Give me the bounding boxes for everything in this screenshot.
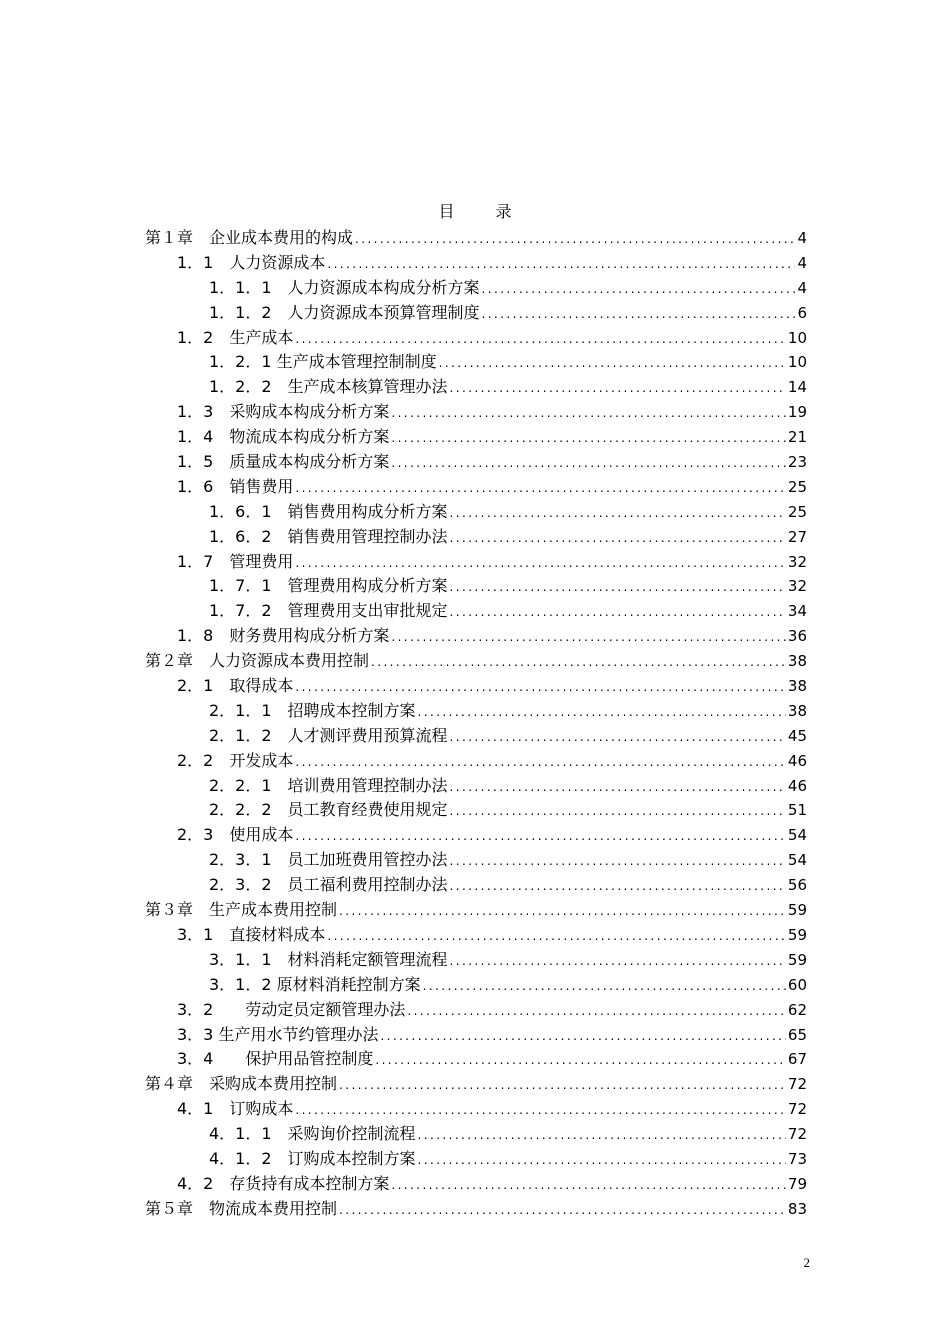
toc-entry[interactable]	[145, 574, 807, 599]
toc-leader-dots	[407, 999, 786, 1024]
toc-leader-dots	[391, 625, 786, 650]
toc-leader-dots	[295, 675, 786, 700]
toc-entry-title: 1．1．1 人力资源成本构成分析方案	[209, 277, 480, 297]
toc-entry-page: 54	[787, 826, 807, 845]
toc-leader-dots	[450, 775, 786, 800]
toc-entry-page: 59	[787, 950, 807, 969]
toc-entry-page: 10	[787, 353, 807, 372]
toc-entry[interactable]	[145, 1047, 807, 1072]
toc-entry[interactable]	[145, 525, 807, 550]
toc-entry-page: 38	[787, 677, 807, 696]
toc-entry[interactable]	[145, 674, 807, 699]
toc-entry-title: 2．2．2 员工教育经费使用规定	[209, 800, 448, 820]
toc-entry-title: 2．3 使用成本	[177, 825, 294, 845]
toc-entry[interactable]	[145, 699, 807, 724]
toc-entry-page: 67	[787, 1050, 807, 1069]
toc-entry[interactable]	[145, 1072, 807, 1097]
toc-entry-page: 72	[787, 1075, 807, 1094]
toc-entry-page: 25	[787, 502, 807, 521]
toc-entry[interactable]	[145, 301, 807, 326]
toc-leader-dots	[295, 551, 786, 576]
toc-entry[interactable]	[145, 276, 807, 301]
toc-entry-page: 27	[787, 527, 807, 546]
toc-leader-dots	[355, 227, 795, 252]
toc-entry[interactable]	[145, 898, 807, 923]
toc-entry-page: 36	[787, 627, 807, 646]
toc-entry-title: 2．1 取得成本	[177, 676, 294, 696]
toc-entry[interactable]	[145, 400, 807, 425]
toc-entry[interactable]	[145, 350, 807, 375]
toc-leader-dots	[391, 451, 786, 476]
toc-entry-page: 25	[787, 477, 807, 496]
toc-entry[interactable]	[145, 998, 807, 1023]
toc-entry[interactable]	[145, 1122, 807, 1147]
toc-entry-page: 60	[787, 975, 807, 994]
toc-entry-title: 第４章 采购成本费用控制	[145, 1074, 338, 1094]
toc-entry-title: 2．3．1 员工加班费用管控办法	[209, 850, 448, 870]
toc-entry-page: 51	[787, 801, 807, 820]
toc-entry-page: 38	[787, 652, 807, 671]
toc-entry-title: 3．1．1 材料消耗定额管理流程	[209, 949, 448, 969]
toc-entry[interactable]	[145, 1097, 807, 1122]
toc-entry[interactable]	[145, 873, 807, 898]
toc-entry-page: 72	[787, 1100, 807, 1119]
toc-leader-dots	[295, 824, 786, 849]
toc-entry-page: 23	[787, 453, 807, 472]
toc-entry[interactable]	[145, 724, 807, 749]
toc-entry[interactable]	[145, 1147, 807, 1172]
toc-entry[interactable]	[145, 973, 807, 998]
toc-entry-title: 1．5 质量成本构成分析方案	[177, 452, 390, 472]
toc-entry-title: 1．6．1 销售费用构成分析方案	[209, 501, 448, 521]
toc-entry-title: 4．1．2 订购成本控制方案	[209, 1148, 416, 1168]
toc-entry-page: 45	[787, 726, 807, 745]
toc-leader-dots	[482, 277, 796, 302]
toc-entry-page: 4	[797, 253, 807, 272]
toc-entry-page: 56	[787, 876, 807, 895]
page-number: 2	[803, 1255, 810, 1270]
toc-entry-title: 1．7．2 管理费用支出审批规定	[209, 601, 448, 621]
toc-leader-dots	[418, 1123, 786, 1148]
toc-leader-dots	[423, 974, 786, 999]
toc-leader-dots	[482, 302, 796, 327]
toc-entry[interactable]	[145, 500, 807, 525]
toc-leader-dots	[339, 899, 786, 924]
toc-entry-title: 3．4 保护用品管控制度	[177, 1049, 374, 1069]
toc-entry[interactable]	[145, 624, 807, 649]
toc-entry-title: 1．2．1 生产成本管理控制制度	[209, 352, 437, 372]
toc-leader-dots	[391, 426, 786, 451]
toc-entry-page: 38	[787, 701, 807, 720]
toc-entry[interactable]	[145, 774, 807, 799]
toc-leader-dots	[450, 725, 786, 750]
toc-entry[interactable]	[145, 749, 807, 774]
toc-leader-dots	[380, 1024, 785, 1049]
toc-entry-page: 83	[787, 1199, 807, 1218]
toc-entry-page: 19	[787, 403, 807, 422]
toc-leader-dots	[450, 849, 786, 874]
toc-entry-page: 73	[787, 1149, 807, 1168]
toc-entry-title: 1．6 销售费用	[177, 476, 294, 496]
toc-entry-title: 3．1 直接材料成本	[177, 924, 326, 944]
toc-entry-page: 65	[787, 1025, 807, 1044]
toc-leader-dots	[418, 1148, 786, 1173]
toc-entry-title: 1．6．2 销售费用管理控制办法	[209, 526, 448, 546]
toc-leader-dots	[450, 501, 786, 526]
toc-entry[interactable]	[145, 599, 807, 624]
toc-leader-dots	[295, 327, 786, 352]
toc-leader-dots	[391, 401, 786, 426]
toc-entry-page: 4	[797, 229, 807, 247]
toc-entry[interactable]	[145, 923, 807, 948]
toc-entry-title: 1．2 生产成本	[177, 327, 294, 347]
toc-entry-title: 1．8 财务费用构成分析方案	[177, 626, 390, 646]
toc-entry[interactable]	[145, 1172, 807, 1197]
toc-entry-title: 2．1．1 招聘成本控制方案	[209, 700, 416, 720]
toc-entry-page: 6	[797, 303, 807, 322]
toc-leader-dots	[371, 650, 786, 675]
toc-entry-title: 第３章 生产成本费用控制	[145, 900, 338, 920]
toc-entry-title: 1．7．1 管理费用构成分析方案	[209, 576, 448, 596]
toc-leader-dots	[450, 799, 786, 824]
toc-entry-title: 1．4 物流成本构成分析方案	[177, 427, 390, 447]
toc-entry-title: 1．1．2 人力资源成本预算管理制度	[209, 302, 480, 322]
toc-leader-dots	[450, 874, 786, 899]
toc-entry[interactable]	[145, 823, 807, 848]
toc-entry-title: 第１章 企业成本费用的构成	[145, 228, 354, 247]
toc-entry-page: 4	[797, 278, 807, 297]
toc-leader-dots	[339, 1198, 786, 1223]
toc-entry-page: 72	[787, 1125, 807, 1144]
toc-entry-title: 1．3 采购成本构成分析方案	[177, 402, 390, 422]
toc-entry-title: 1．2．2 生产成本核算管理办法	[209, 377, 448, 397]
toc-leader-dots	[450, 575, 786, 600]
toc-title: 目 录	[438, 202, 530, 221]
toc-entry[interactable]	[145, 226, 807, 251]
toc-entry[interactable]	[145, 1197, 807, 1222]
toc-leader-dots	[450, 600, 786, 625]
toc-entry-page: 46	[787, 751, 807, 770]
toc-entry[interactable]	[145, 475, 807, 500]
toc-entry-title: 2．2 开发成本	[177, 750, 294, 770]
toc-entry[interactable]	[145, 450, 807, 475]
toc-entry-title: 第５章 物流成本费用控制	[145, 1198, 338, 1218]
toc-entry-title: 2．1．2 人才测评费用预算流程	[209, 725, 448, 745]
toc-entry-title: 3．2 劳动定员定额管理办法	[177, 999, 406, 1019]
toc-leader-dots	[450, 526, 786, 551]
toc-leader-dots	[327, 252, 795, 277]
toc-entry[interactable]	[145, 948, 807, 973]
toc-entry[interactable]	[145, 798, 807, 823]
toc-entry-page: 14	[787, 378, 807, 397]
toc-entry-page: 54	[787, 851, 807, 870]
toc-leader-dots	[295, 750, 786, 775]
toc-leader-dots	[391, 1173, 786, 1198]
toc-leader-dots	[375, 1048, 786, 1073]
toc-entry-title: 3．1．2 原材料消耗控制方案	[209, 974, 421, 994]
toc-entry-title: 4．1．1 采购询价控制流程	[209, 1124, 416, 1144]
toc-entry[interactable]	[145, 649, 807, 674]
toc-entry-page: 59	[787, 925, 807, 944]
toc-entry-page: 46	[787, 776, 807, 795]
toc-leader-dots	[339, 1073, 786, 1098]
toc-entry[interactable]	[145, 1023, 807, 1048]
toc-entry[interactable]	[145, 550, 807, 575]
toc-entry-title: 4．2 存货持有成本控制方案	[177, 1173, 390, 1193]
toc-entry-page: 21	[787, 428, 807, 447]
toc-leader-dots	[295, 1098, 786, 1123]
toc-entry-title: 3．3 生产用水节约管理办法	[177, 1024, 379, 1044]
toc-leader-dots	[418, 700, 786, 725]
toc-entry-page: 59	[787, 901, 807, 920]
toc-entry-page: 62	[787, 1000, 807, 1019]
toc-entry-page: 79	[787, 1174, 807, 1193]
toc-entry-title: 2．2．1 培训费用管理控制办法	[209, 775, 448, 795]
toc-entry-page: 10	[787, 328, 807, 347]
toc-leader-dots	[450, 949, 786, 974]
table-of-contents	[145, 226, 807, 1222]
toc-leader-dots	[327, 924, 786, 949]
toc-entry-page: 32	[787, 552, 807, 571]
toc-leader-dots	[439, 351, 786, 376]
toc-entry-title: 4．1 订购成本	[177, 1099, 294, 1119]
toc-leader-dots	[450, 376, 786, 401]
toc-entry-title: 2．3．2 员工福利费用控制办法	[209, 875, 448, 895]
toc-entry[interactable]	[145, 251, 807, 276]
toc-entry[interactable]	[145, 848, 807, 873]
toc-entry-title: 1．7 管理费用	[177, 551, 294, 571]
toc-entry-title: 1．1 人力资源成本	[177, 252, 326, 272]
toc-entry-title: 第２章 人力资源成本费用控制	[145, 651, 370, 671]
toc-entry[interactable]	[145, 326, 807, 351]
toc-entry[interactable]	[145, 425, 807, 450]
toc-entry-page: 34	[787, 602, 807, 621]
toc-leader-dots	[295, 476, 786, 501]
toc-entry[interactable]	[145, 375, 807, 400]
toc-entry-page: 32	[787, 577, 807, 596]
